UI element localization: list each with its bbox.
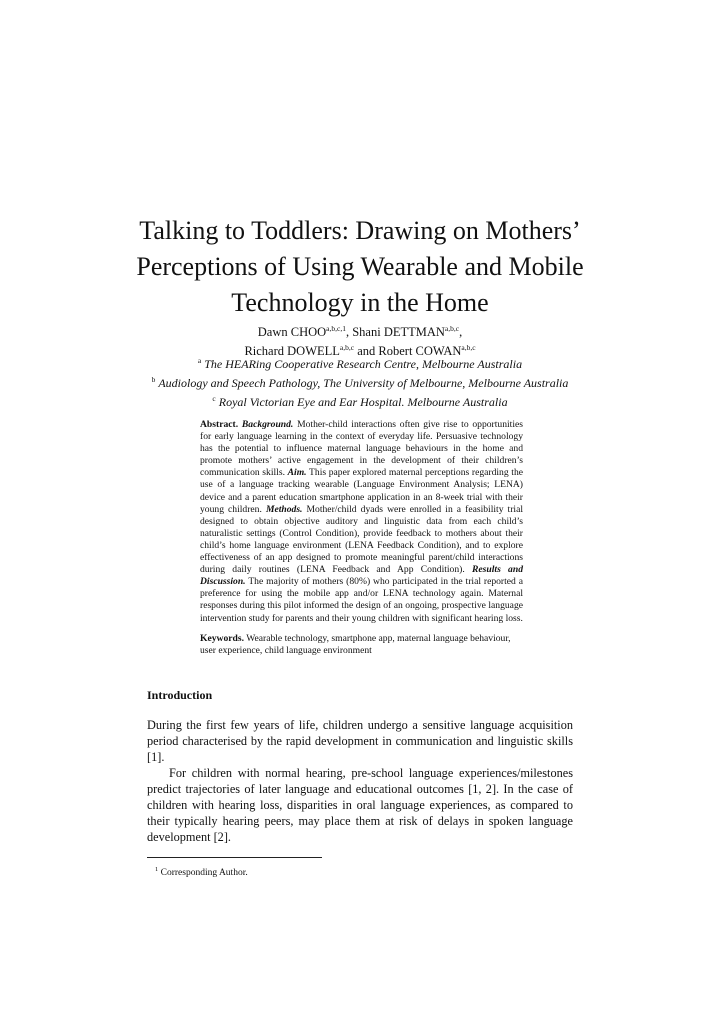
affiliation-text: Royal Victorian Eye and Ear Hospital. Melbourne Australia — [218, 395, 508, 409]
abstract-aim-label: Aim. — [287, 467, 307, 479]
keywords-text: Wearable technology, smartphone app, maternal language behaviour, user experience, child language environment — [200, 633, 511, 657]
title-line-3: Technology in the Home — [231, 288, 489, 317]
abstract-background-label: Background. — [241, 419, 294, 430]
affiliation-mark: b — [151, 375, 156, 384]
footnote-divider — [147, 857, 322, 858]
author-name: Shani DETTMAN — [352, 325, 445, 340]
body-paragraph: During the first few years of life, children undergo a sensitive language acquisition period characterised by the rapid development in communication and linguistic skills [1]. — [147, 718, 573, 764]
abstract-background-text: Mother-child interactions often give rise to opportunities for early language learning in the context of everyday life. Persuasive technology has the potential to influence maternal language behaviours in the home and promote mothers’ active engagement in the development of their children’s communication skills. — [200, 419, 523, 479]
author-superscript: a,b,c — [444, 324, 460, 333]
abstract-methods-label: Methods. — [265, 503, 303, 515]
abstract-results-text: The majority of mothers (80%) who participated in the trial reported a preference for using the mobile app and/or LENA technology again. Maternal responses during this pilot informed the design of an ongoing, prospective language intervention study for parents and their young children with significant hearing loss. — [200, 576, 523, 624]
body-paragraph: For children with normal hearing, pre-school language experiences/milestones predict trajectories of later language and educational outcomes [1, 2]. In the case of children with hearing loss, disparities in oral language experiences, as compared to their typically hearing peers, may place them at risk of delays in spoken language development [2]. — [147, 766, 573, 844]
author-separator: and — [354, 344, 379, 359]
abstract-results-label: Results and Discussion. — [200, 564, 523, 588]
affiliation — [30, 391, 690, 410]
footnote — [155, 864, 248, 879]
affiliation-text: Audiology and Speech Pathology, The University of Melbourne, Melbourne Australia — [158, 376, 569, 390]
introduction-body — [147, 717, 573, 845]
keywords — [200, 633, 523, 657]
affiliation — [30, 372, 690, 391]
affiliations — [30, 353, 690, 410]
footnote-mark: 1 — [155, 866, 159, 873]
abstract-label: Abstract. — [200, 419, 239, 430]
title-line-1: Talking to Toddlers: Drawing on Mothers’ — [139, 216, 581, 245]
author-separator: , — [459, 325, 463, 340]
author-superscript: a,b,c — [461, 343, 476, 353]
author-separator: , — [345, 325, 353, 340]
footnote-text: Corresponding Author. — [160, 868, 248, 879]
abstract-methods-text: Mother/child dyads were enrolled in a feasibility trial designed to obtain objective auditory and linguistic data from each child’s naturalistic settings (Control Condition), provide feedback to mothers about their child’s home language environment (LENA Feedback Condition), and to explore effectiveness of an app designed to promote meaningful parent/child interactions during daily routines (LENA Feedback and App Condition). — [200, 503, 523, 576]
abstract — [200, 419, 523, 625]
affiliation-mark: c — [212, 394, 216, 403]
paper-title — [110, 213, 610, 321]
abstract-aim-text: This paper explored maternal perceptions regarding the use of a language tracking wearable (Language Environment Analysis; LENA) device and a parent education smartphone application in an 8-week trial with their young children. — [200, 467, 524, 515]
affiliation-mark: a — [197, 356, 202, 365]
author-name: Dawn CHOO — [257, 325, 327, 340]
author-name: Robert COWAN — [378, 344, 462, 359]
keywords-label: Keywords. — [200, 633, 244, 644]
author-superscript: a,b,c,1 — [326, 324, 346, 333]
affiliation-text: The HEARing Cooperative Research Centre, Melbourne Australia — [204, 357, 523, 371]
section-heading-introduction: Introduction — [147, 688, 213, 702]
title-line-2: Perceptions of Using Wearable and Mobile — [136, 252, 584, 281]
author-superscript: a,b,c — [339, 343, 355, 353]
affiliation — [30, 353, 690, 372]
author-name: Richard DOWELL — [244, 344, 340, 359]
